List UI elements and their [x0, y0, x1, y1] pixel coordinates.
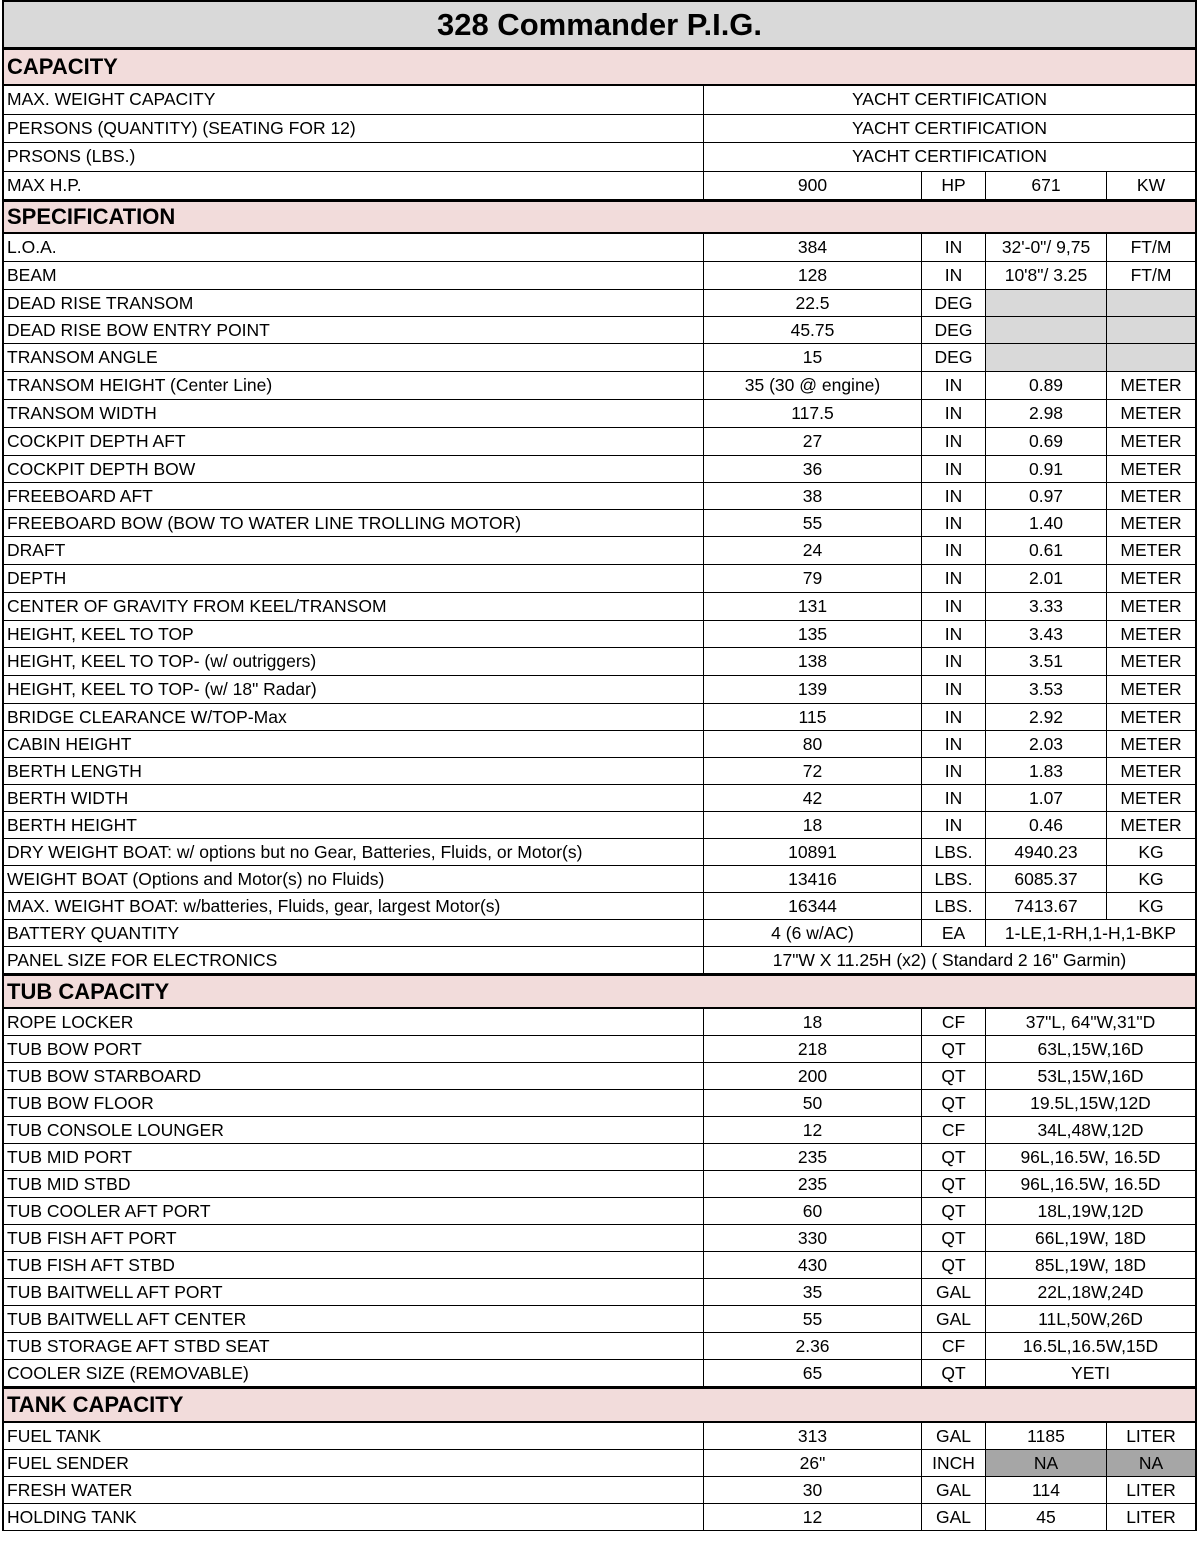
row-label: BATTERY QUANTITY	[4, 920, 704, 946]
specification-row	[2, 317, 1197, 344]
row-value: 35	[704, 1279, 922, 1305]
row-label: MAX. WEIGHT BOAT: w/batteries, Fluids, gear, largest Motor(s)	[4, 893, 704, 919]
row-value: 50	[704, 1090, 922, 1116]
row-label: TUB STORAGE AFT STBD SEAT	[4, 1333, 704, 1359]
specification-rows	[2, 234, 1197, 974]
row-label: COCKPIT DEPTH BOW	[4, 456, 704, 482]
section-tub-capacity	[2, 974, 1197, 1009]
specification-row	[2, 731, 1197, 758]
row-value: 22.5	[704, 290, 922, 316]
row-dimensions: 96L,16.5W, 16.5D	[1020, 1146, 1161, 1167]
row-unit: DEG	[922, 317, 986, 343]
row-label: PRSONS (LBS.)	[4, 143, 704, 171]
row-label: DEPTH	[4, 565, 704, 592]
row-label: BEAM	[4, 262, 704, 289]
row-unit: IN	[922, 428, 986, 455]
row-label: L.O.A.	[4, 234, 704, 261]
specification-row	[2, 372, 1197, 400]
tub-row	[2, 1333, 1197, 1360]
row-metric-value: 0.46	[986, 812, 1107, 838]
capacity-rows	[2, 86, 1197, 200]
section-tank-label: TANK CAPACITY	[7, 1392, 184, 1417]
row-metric-unit: KG	[1138, 895, 1164, 916]
row-unit: IN	[922, 621, 986, 647]
row-unit: GAL	[922, 1306, 986, 1332]
row-dimensions: 34L,48W,12D	[1037, 1119, 1144, 1140]
row-metric-value: 3.43	[986, 621, 1107, 647]
row-label: DRY WEIGHT BOAT: w/ options but no Gear, Batteries, Fluids, or Motor(s)	[4, 839, 704, 865]
row-value: 65	[704, 1360, 922, 1386]
specification-row	[2, 537, 1197, 565]
row-metric-value: NA	[986, 1450, 1107, 1476]
row-value: 55	[704, 510, 922, 536]
row-dimensions: 18L,19W,12D	[1037, 1200, 1144, 1221]
tub-row	[2, 1225, 1197, 1252]
row-label: WEIGHT BOAT (Options and Motor(s) no Fluids)	[4, 866, 704, 892]
row-value: 17"W X 11.25H (x2) ( Standard 2 16" Garmin)	[772, 949, 1127, 970]
row-dimensions: YETI	[1071, 1362, 1110, 1383]
tub-row	[2, 1279, 1197, 1306]
specification-row	[2, 785, 1197, 812]
row-label: BERTH WIDTH	[4, 785, 704, 811]
row-metric-unit: METER	[1120, 733, 1182, 754]
row-metric-value: 45	[986, 1504, 1107, 1530]
row-value: 27	[704, 428, 922, 455]
row-metric-value: 2.03	[986, 731, 1107, 757]
row-value: 12	[704, 1117, 922, 1143]
tank-row	[2, 1477, 1197, 1504]
row-value: 139	[704, 676, 922, 703]
row-unit: IN	[922, 234, 986, 261]
capacity-row	[2, 172, 1197, 201]
tub-row	[2, 1144, 1197, 1171]
row-label: BERTH HEIGHT	[4, 812, 704, 838]
sheet-title: 328 Commander P.I.G.	[2, 0, 1197, 50]
row-unit: QT	[922, 1198, 986, 1224]
row-label: HEIGHT, KEEL TO TOP	[4, 621, 704, 647]
row-label: PERSONS (QUANTITY) (SEATING FOR 12)	[4, 115, 704, 143]
row-metric-unit: NA	[1107, 1450, 1195, 1476]
row-metric-unit: LITER	[1126, 1479, 1176, 1500]
section-capacity-label: CAPACITY	[7, 54, 118, 79]
specification-row	[2, 234, 1197, 262]
row-value: 38	[704, 483, 922, 509]
row-metric-unit: METER	[1120, 787, 1182, 808]
row-unit: IN	[922, 593, 986, 620]
row-metric-unit: METER	[1120, 458, 1182, 479]
section-capacity	[2, 50, 1197, 86]
row-unit: GAL	[922, 1477, 986, 1503]
row-metric-value: 0.91	[986, 456, 1107, 482]
specification-row	[2, 866, 1197, 893]
row-dimensions: 63L,15W,16D	[1037, 1038, 1144, 1059]
row-label: COCKPIT DEPTH AFT	[4, 428, 704, 455]
row-unit: GAL	[922, 1279, 986, 1305]
row-unit: LBS.	[922, 839, 986, 865]
tub-row	[2, 1090, 1197, 1117]
row-metric-unit: METER	[1120, 512, 1182, 533]
row-metric-value: 671	[986, 172, 1107, 200]
row-value: 15	[704, 344, 922, 371]
row-unit: IN	[922, 731, 986, 757]
row-label: TRANSOM HEIGHT (Center Line)	[4, 372, 704, 399]
row-metric-value: 4940.23	[986, 839, 1107, 865]
row-value: 55	[704, 1306, 922, 1332]
row-unit: IN	[922, 565, 986, 592]
specification-row	[2, 344, 1197, 372]
row-value: 330	[704, 1225, 922, 1251]
specification-row	[2, 456, 1197, 483]
row-label: BRIDGE CLEARANCE W/TOP-Max	[4, 704, 704, 730]
row-label: TUB BOW FLOOR	[4, 1090, 704, 1116]
row-label: CABIN HEIGHT	[4, 731, 704, 757]
row-label: MAX H.P.	[4, 172, 704, 200]
specification-row	[2, 812, 1197, 839]
capacity-row	[2, 115, 1197, 144]
row-metric-unit: METER	[1120, 814, 1182, 835]
row-dimensions: 96L,16.5W, 16.5D	[1020, 1173, 1161, 1194]
row-metric-value: 2.98	[986, 400, 1107, 427]
row-value: YACHT CERTIFICATION	[851, 146, 1048, 167]
row-label: TUB BAITWELL AFT CENTER	[4, 1306, 704, 1332]
row-label: COOLER SIZE (REMOVABLE)	[4, 1360, 704, 1386]
row-value: 138	[704, 648, 922, 675]
row-unit: IN	[922, 648, 986, 675]
row-label: FREEBOARD AFT	[4, 483, 704, 509]
specification-row	[2, 758, 1197, 785]
tub-row	[2, 1360, 1197, 1387]
row-unit: DEG	[922, 290, 986, 316]
tub-row	[2, 1198, 1197, 1225]
row-label: ROPE LOCKER	[4, 1009, 704, 1035]
row-metric-unit: METER	[1120, 485, 1182, 506]
row-unit: IN	[922, 262, 986, 289]
row-metric-value: 0.97	[986, 483, 1107, 509]
row-unit: IN	[922, 704, 986, 730]
row-value: 2.36	[704, 1333, 922, 1359]
row-metric-unit: KW	[1136, 174, 1166, 195]
row-metric-value: 3.33	[986, 593, 1107, 620]
row-value: 80	[704, 731, 922, 757]
specification-row	[2, 621, 1197, 648]
row-label: TUB MID PORT	[4, 1144, 704, 1170]
row-unit: QT	[922, 1360, 986, 1386]
row-value: 235	[704, 1144, 922, 1170]
row-label: CENTER OF GRAVITY FROM KEEL/TRANSOM	[4, 593, 704, 620]
row-metric-unit	[1107, 317, 1195, 343]
row-label: TUB FISH AFT STBD	[4, 1252, 704, 1278]
row-unit: QT	[922, 1171, 986, 1197]
tub-rows	[2, 1009, 1197, 1387]
specification-row	[2, 400, 1197, 428]
row-metric-value: 1.07	[986, 785, 1107, 811]
row-value: 900	[704, 172, 922, 200]
row-label: TUB COOLER AFT PORT	[4, 1198, 704, 1224]
row-label: PANEL SIZE FOR ELECTRONICS	[4, 947, 704, 973]
row-metric-unit	[1107, 344, 1195, 371]
row-value: 35 (30 @ engine)	[704, 372, 922, 399]
specification-row	[2, 428, 1197, 456]
row-metric-value: 1.83	[986, 758, 1107, 784]
row-unit: INCH	[922, 1450, 986, 1476]
row-label: TUB BOW PORT	[4, 1036, 704, 1062]
row-value: 36	[704, 456, 922, 482]
row-metric-unit: METER	[1120, 706, 1182, 727]
tank-row	[2, 1450, 1197, 1477]
row-metric-value: 0.69	[986, 428, 1107, 455]
row-value: 30	[704, 1477, 922, 1503]
row-metric-value: 1.40	[986, 510, 1107, 536]
row-value: 218	[704, 1036, 922, 1062]
row-metric-unit: METER	[1120, 596, 1182, 616]
specification-row	[2, 483, 1197, 510]
capacity-row	[2, 143, 1197, 172]
tub-row	[2, 1036, 1197, 1063]
spec-sheet	[2, 0, 1197, 1531]
row-value: 313	[704, 1423, 922, 1449]
row-metric-unit: METER	[1120, 679, 1182, 699]
row-value: 79	[704, 565, 922, 592]
row-metric-value: 2.92	[986, 704, 1107, 730]
section-tub-label: TUB CAPACITY	[7, 978, 170, 1004]
row-dimensions: 85L,19W, 18D	[1035, 1254, 1146, 1275]
row-unit: QT	[922, 1063, 986, 1089]
row-value: 117.5	[704, 400, 922, 427]
row-label: HEIGHT, KEEL TO TOP- (w/ outriggers)	[4, 648, 704, 675]
row-value: 10891	[704, 839, 922, 865]
row-metric-unit: FT/M	[1130, 237, 1172, 257]
row-value: 45.75	[704, 317, 922, 343]
row-value: 200	[704, 1063, 922, 1089]
row-value: 13416	[704, 866, 922, 892]
row-value: 72	[704, 758, 922, 784]
row-dimensions: 19.5L,15W,12D	[1030, 1092, 1151, 1113]
row-unit: QT	[922, 1090, 986, 1116]
tub-row	[2, 1063, 1197, 1090]
row-metric-value: 10'8"/ 3.25	[986, 262, 1107, 289]
row-metric-unit: METER	[1120, 375, 1182, 395]
row-label: HEIGHT, KEEL TO TOP- (w/ 18" Radar)	[4, 676, 704, 703]
row-unit: QT	[922, 1252, 986, 1278]
row-label: TUB BOW STARBOARD	[4, 1063, 704, 1089]
specification-row	[2, 676, 1197, 704]
row-value: YACHT CERTIFICATION	[851, 89, 1048, 110]
row-unit: IN	[922, 372, 986, 399]
row-label: FUEL SENDER	[4, 1450, 704, 1476]
row-metric-unit	[1107, 290, 1195, 316]
tub-row	[2, 1117, 1197, 1144]
row-label: TRANSOM WIDTH	[4, 400, 704, 427]
row-metric-value	[986, 290, 1107, 316]
row-label: HOLDING TANK	[4, 1504, 704, 1530]
row-metric-unit: LITER	[1126, 1425, 1176, 1446]
row-value: 42	[704, 785, 922, 811]
tank-row	[2, 1504, 1197, 1531]
specification-row	[2, 893, 1197, 920]
row-unit: LBS.	[922, 893, 986, 919]
row-metric-unit: METER	[1120, 651, 1182, 671]
row-metric-value: 0.89	[986, 372, 1107, 399]
specification-row	[2, 510, 1197, 537]
tub-row	[2, 1306, 1197, 1333]
row-label: FREEBOARD BOW (BOW TO WATER LINE TROLLING MOTOR)	[4, 510, 704, 536]
row-value: 18	[704, 1009, 922, 1035]
row-metric-value: 1185	[986, 1423, 1107, 1449]
row-label: DEAD RISE BOW ENTRY POINT	[4, 317, 704, 343]
row-unit: QT	[922, 1225, 986, 1251]
tub-row	[2, 1009, 1197, 1036]
row-unit: EA	[922, 920, 986, 946]
section-specification	[2, 200, 1197, 234]
specification-row	[2, 262, 1197, 290]
row-unit: LBS.	[922, 866, 986, 892]
specification-row	[2, 648, 1197, 676]
row-value: 131	[704, 593, 922, 620]
row-label: TRANSOM ANGLE	[4, 344, 704, 371]
row-unit: IN	[922, 676, 986, 703]
row-metric-value: 32'-0"/ 9,75	[986, 234, 1107, 261]
row-metric-value: 3.53	[986, 676, 1107, 703]
row-unit: IN	[922, 537, 986, 564]
row-value: 60	[704, 1198, 922, 1224]
row-metric-unit: KG	[1138, 841, 1164, 862]
row-metric-unit: KG	[1138, 868, 1164, 889]
row-value: 16344	[704, 893, 922, 919]
row-unit: CF	[922, 1009, 986, 1035]
row-dimensions: 22L,18W,24D	[1037, 1281, 1144, 1302]
row-label: FRESH WATER	[4, 1477, 704, 1503]
tank-rows	[2, 1423, 1197, 1531]
row-metric-unit: METER	[1120, 568, 1182, 588]
row-metric-unit: METER	[1120, 623, 1182, 644]
specification-row	[2, 593, 1197, 621]
tub-row	[2, 1252, 1197, 1279]
section-tank-capacity	[2, 1387, 1197, 1423]
row-label: FUEL TANK	[4, 1423, 704, 1449]
row-unit: CF	[922, 1117, 986, 1143]
tank-row	[2, 1423, 1197, 1450]
row-metric-value: 0.61	[986, 537, 1107, 564]
row-unit: IN	[922, 812, 986, 838]
row-unit: QT	[922, 1144, 986, 1170]
specification-row	[2, 565, 1197, 593]
row-dimensions: 16.5L,16.5W,15D	[1022, 1335, 1159, 1356]
specification-row	[2, 920, 1197, 947]
row-metric-unit: METER	[1120, 540, 1182, 560]
row-metric-value: 2.01	[986, 565, 1107, 592]
section-specification-label: SPECIFICATION	[7, 204, 176, 229]
row-metric-value	[986, 317, 1107, 343]
row-value: 12	[704, 1504, 922, 1530]
specification-row	[2, 839, 1197, 866]
row-unit: IN	[922, 483, 986, 509]
row-value: 115	[704, 704, 922, 730]
specification-row	[2, 947, 1197, 974]
row-label: BERTH LENGTH	[4, 758, 704, 784]
row-value: 235	[704, 1171, 922, 1197]
row-value: YACHT CERTIFICATION	[851, 117, 1048, 138]
row-metric-unit: METER	[1120, 760, 1182, 781]
row-unit: GAL	[922, 1504, 986, 1530]
row-metric-unit: METER	[1120, 431, 1182, 451]
row-value: 26"	[704, 1450, 922, 1476]
row-label: MAX. WEIGHT CAPACITY	[4, 86, 704, 114]
row-label: DEAD RISE TRANSOM	[4, 290, 704, 316]
row-dimensions: 11L,50W,26D	[1038, 1308, 1143, 1329]
row-unit: CF	[922, 1333, 986, 1359]
row-unit: GAL	[922, 1423, 986, 1449]
row-unit: IN	[922, 785, 986, 811]
specification-row	[2, 704, 1197, 731]
row-unit: IN	[922, 758, 986, 784]
tub-row	[2, 1171, 1197, 1198]
row-value: 24	[704, 537, 922, 564]
row-dimensions: 37"L, 64"W,31"D	[1025, 1011, 1156, 1032]
row-dimensions: 66L,19W, 18D	[1035, 1227, 1146, 1248]
row-value: 128	[704, 262, 922, 289]
row-metric-value: 7413.67	[986, 893, 1107, 919]
row-label: TUB BAITWELL AFT PORT	[4, 1279, 704, 1305]
row-metric-unit: FT/M	[1130, 265, 1172, 285]
row-metric-value: 6085.37	[986, 866, 1107, 892]
row-label: TUB CONSOLE LOUNGER	[4, 1117, 704, 1143]
row-metric-value: 3.51	[986, 648, 1107, 675]
row-metric-value: 1-LE,1-RH,1-H,1-BKP	[1004, 922, 1177, 943]
row-metric-unit: METER	[1120, 403, 1182, 423]
row-label: TUB FISH AFT PORT	[4, 1225, 704, 1251]
row-unit: IN	[922, 456, 986, 482]
row-unit: HP	[922, 172, 986, 200]
row-metric-unit: LITER	[1126, 1506, 1176, 1527]
row-unit: DEG	[922, 344, 986, 371]
row-metric-value: 114	[986, 1477, 1107, 1503]
row-value: 4 (6 w/AC)	[704, 920, 922, 946]
capacity-row	[2, 86, 1197, 115]
row-value: 18	[704, 812, 922, 838]
row-unit: IN	[922, 510, 986, 536]
row-label: DRAFT	[4, 537, 704, 564]
row-value: 135	[704, 621, 922, 647]
row-unit: IN	[922, 400, 986, 427]
row-value: 384	[704, 234, 922, 261]
specification-row	[2, 290, 1197, 317]
row-value: 430	[704, 1252, 922, 1278]
row-unit: QT	[922, 1036, 986, 1062]
row-metric-value	[986, 344, 1107, 371]
row-label: TUB MID STBD	[4, 1171, 704, 1197]
row-dimensions: 53L,15W,16D	[1037, 1065, 1144, 1086]
